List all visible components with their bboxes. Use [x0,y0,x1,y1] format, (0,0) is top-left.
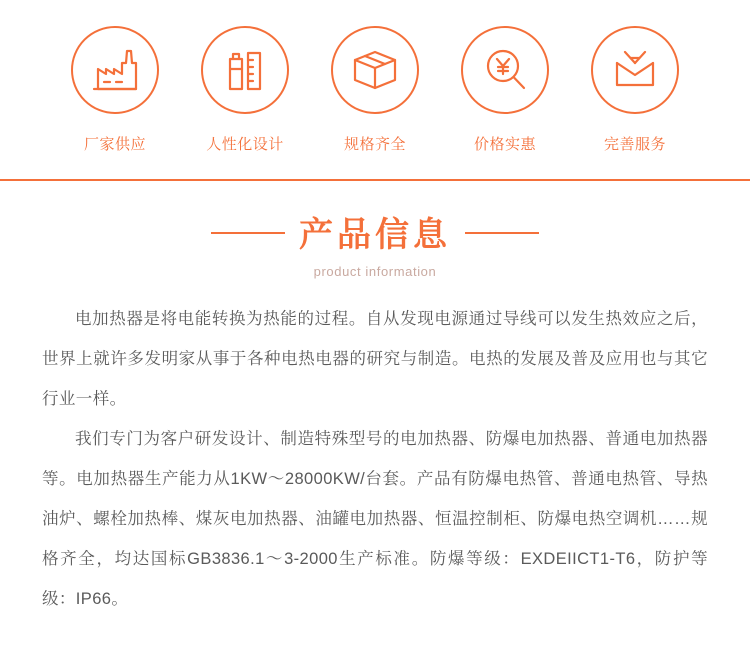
section-heading [0,207,750,279]
feature-item [69,26,161,154]
feature-icon-circle [461,26,549,114]
factory-icon [92,49,138,91]
feature-icon-circle [201,26,289,114]
design-ruler-icon [224,47,266,93]
page-subtitle: product information [313,264,437,279]
feature-item [329,26,421,154]
feature-label: 价格实惠 [473,136,536,153]
feature-label: 规格齐全 [343,136,406,153]
feature-icon-circle [331,26,419,114]
paragraph: 电加热器是将电能转换为热能的过程。自从发现电源通过导线可以发生热效应之后，世界上就许多发明家从事于各种电热电器的研究与制造。电热的发展及普及应用也与其它行业一样。 [42,310,708,408]
section-divider [0,179,750,181]
feature-icon-circle [591,26,679,114]
gift-service-icon [612,49,658,91]
box-package-icon [351,48,399,92]
page-title: 产品信息 [295,207,455,256]
feature-list [0,0,750,154]
feature-label: 完善服务 [603,136,666,153]
feature-item [459,26,551,154]
feature-label: 人性化设计 [206,136,284,153]
product-description [42,299,708,619]
feature-item [199,26,291,154]
paragraph: 我们专门为客户研发设计、制造特殊型号的电加热器、防爆电加热器、普通电加热器等。电加热器生产能力从1KW～28000KW/台套。产品有防爆电热管、普通电热管、导热油炉、螺栓加热棒、煤灰电加热器、油罐电加热器、恒温控制柜、防爆电热空调机……规格齐全，均达国标GB3836.1～3-2000生产标准。防爆等级：EXDEIICT1-T6，防护等级：IP66。 [42,430,708,608]
feature-label: 厂家供应 [83,136,146,153]
yuan-search-icon [482,47,528,93]
feature-icon-circle [71,26,159,114]
feature-item [589,26,681,154]
